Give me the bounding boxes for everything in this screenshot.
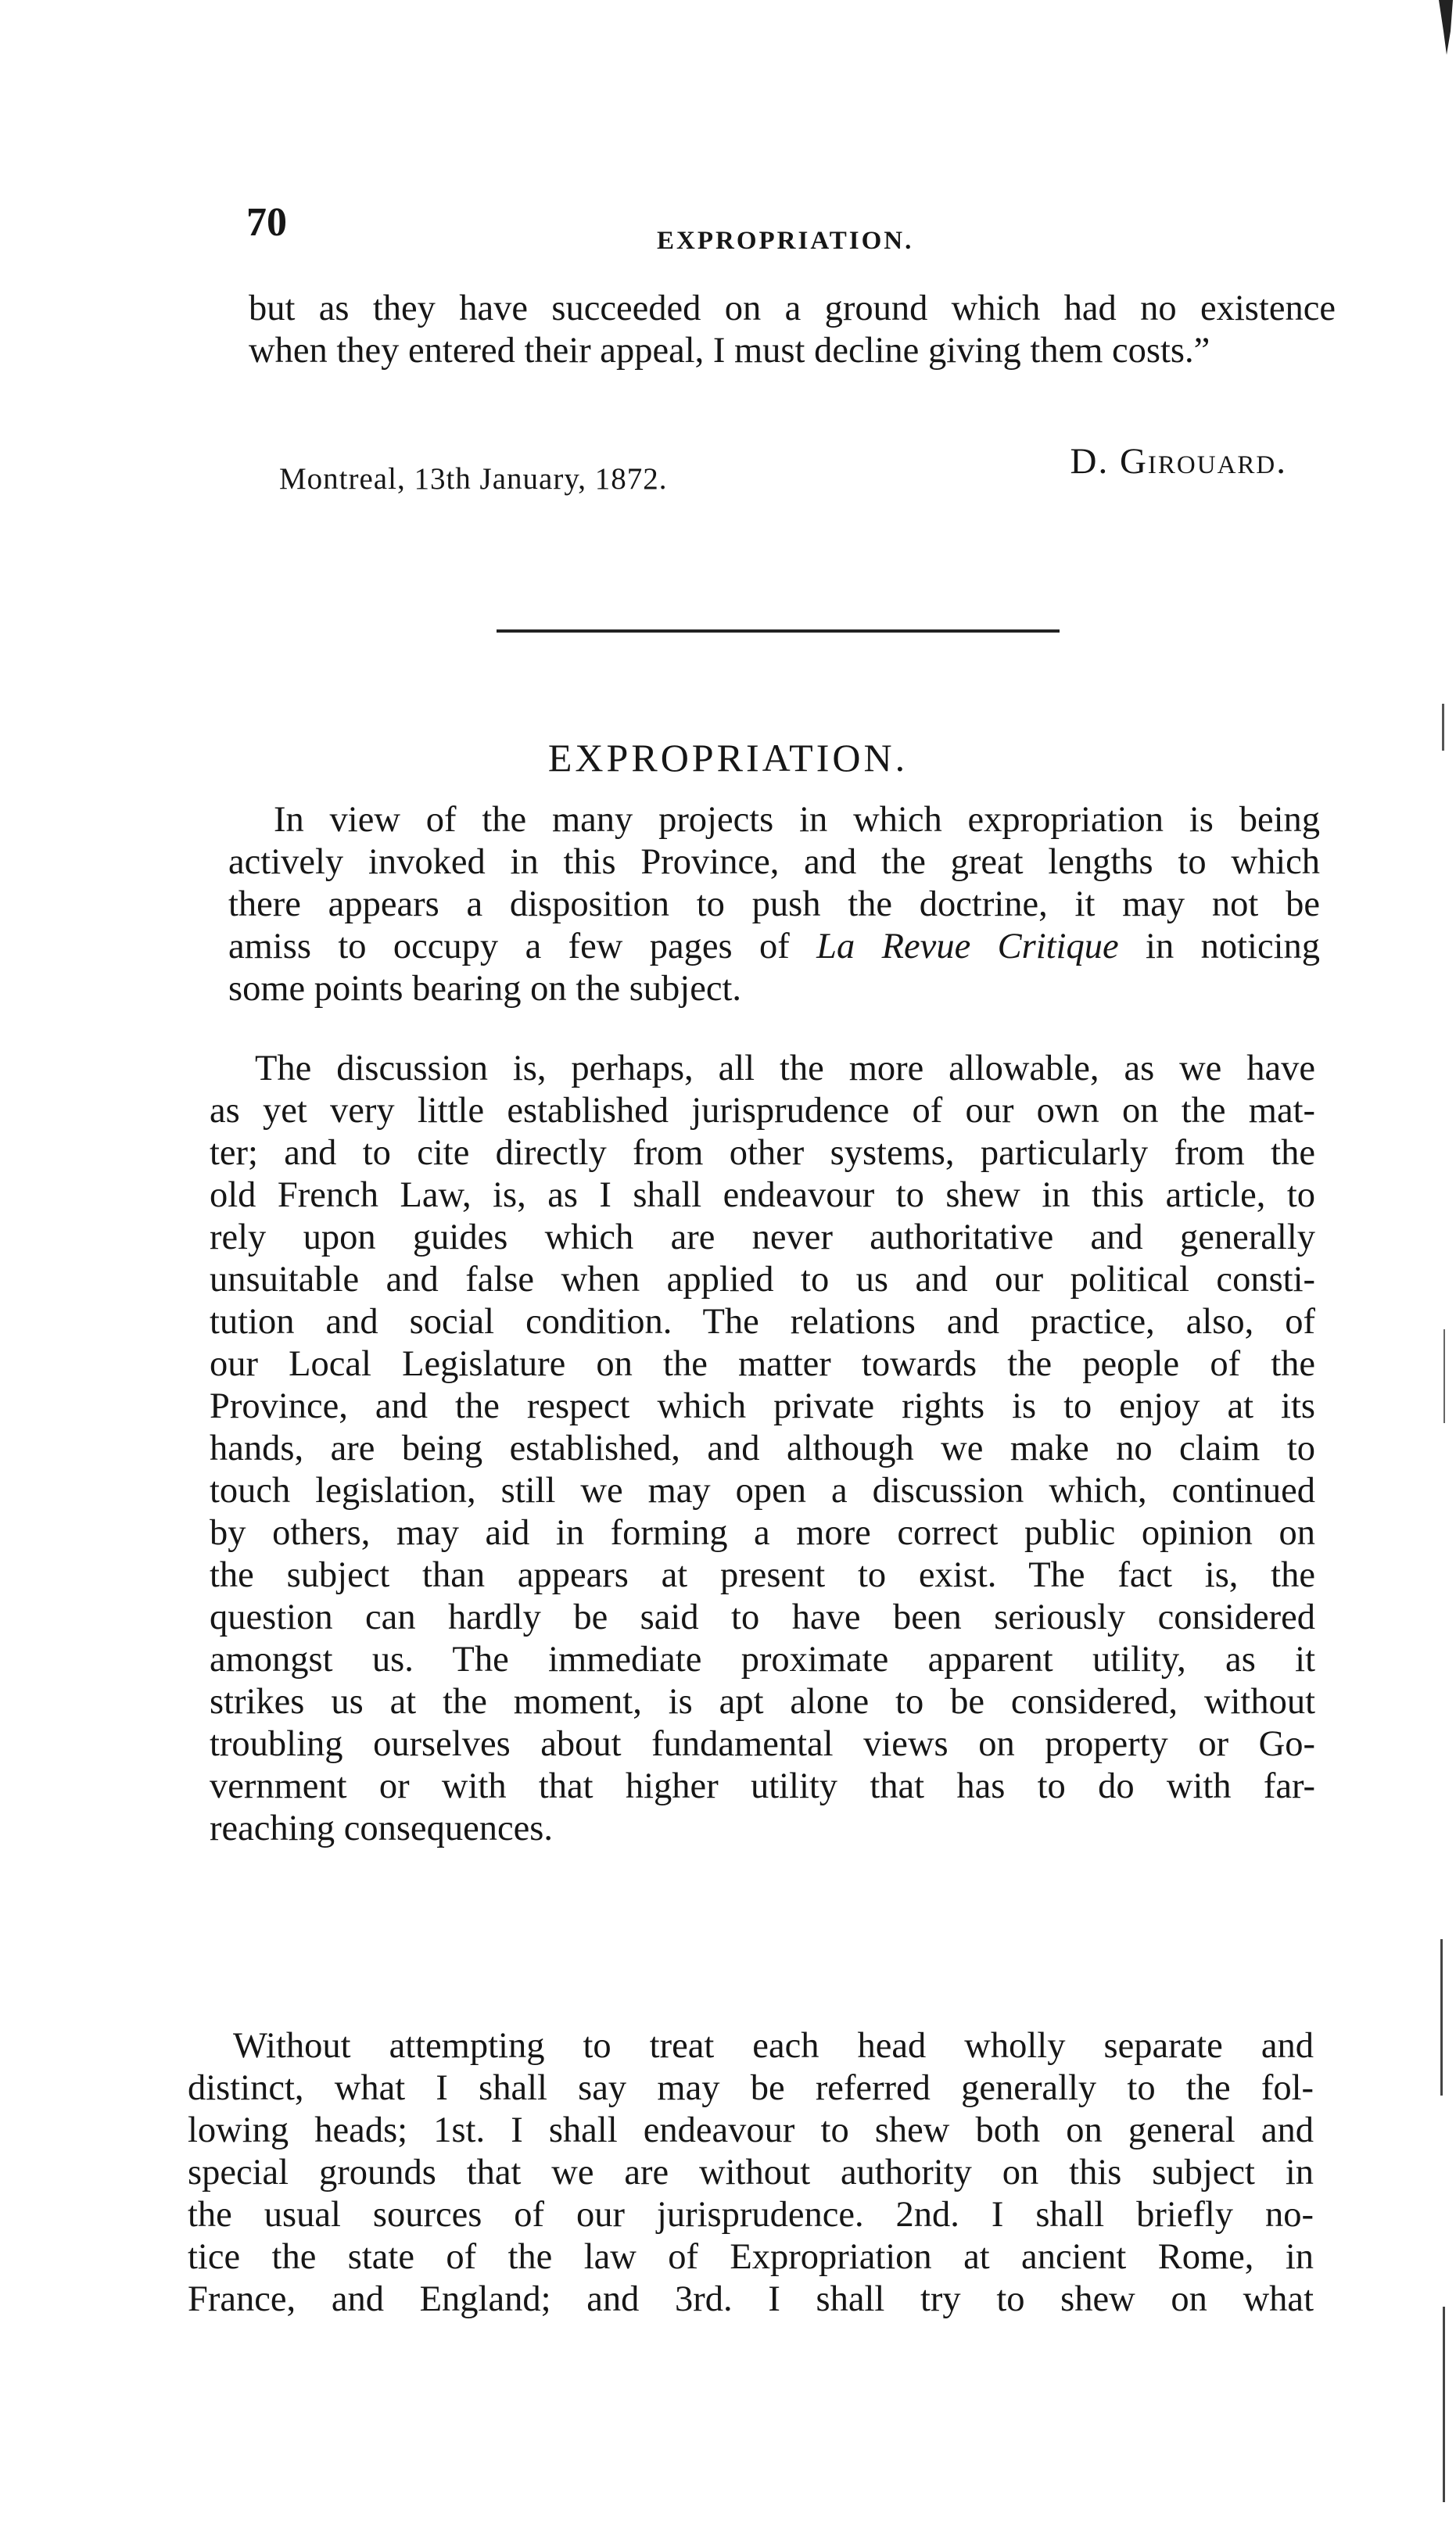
text-line: unsuitable and false when applied to us and our political consti-	[210, 1260, 1315, 1300]
paragraph-3	[188, 2025, 1314, 2321]
text-fragment: amiss to occupy a few pages of	[228, 927, 790, 966]
text-line: our Local Legislature on the matter towards the people of the	[210, 1344, 1315, 1384]
text-fragment: in noticing	[1146, 927, 1320, 966]
signature	[1070, 440, 1287, 482]
text-line: old French Law, is, as I shall endeavour to shew in this article, to	[210, 1175, 1315, 1215]
text-line: amongst us. The immediate proximate apparent utility, as it	[210, 1640, 1315, 1680]
text-line: lowing heads; 1st. I shall endeavour to shew both on general and	[188, 2110, 1314, 2150]
signature-initial: D.	[1070, 441, 1120, 482]
text-line: some points bearing on the subject.	[228, 969, 742, 1009]
text-line: but as they have succeeded on a ground which had no existence	[249, 289, 1336, 328]
text-line: Province, and the respect which private rights is to enjoy at its	[210, 1386, 1315, 1426]
text-line: ter; and to cite directly from other systems, particularly from the	[210, 1133, 1315, 1173]
text-line: tice the state of the law of Expropriation at ancient Rome, in	[188, 2237, 1314, 2277]
text-line: touch legislation, still we may open a discussion which, continued	[210, 1471, 1315, 1511]
paragraph-1	[228, 799, 1320, 1010]
signature-surname: Girouard.	[1119, 441, 1287, 482]
text-line: troubling ourselves about fundamental views on property or Go-	[210, 1724, 1315, 1764]
text-line: Without attempting to treat each head wholly separate and	[233, 2026, 1314, 2066]
text-line: hands, are being established, and although we make no claim to	[210, 1429, 1315, 1468]
text-line: France, and England; and 3rd. I shall try to shew on what	[188, 2279, 1314, 2319]
text-line: by others, may aid in forming a more correct public opinion on	[210, 1513, 1315, 1553]
text-line: rely upon guides which are never authoritative and generally	[210, 1217, 1315, 1257]
paragraph-2	[210, 1048, 1315, 1850]
article-title: EXPROPRIATION.	[547, 736, 909, 780]
text-line: when they entered their appeal, I must decline giving them costs.”	[249, 331, 1210, 371]
text-line: question can hardly be said to have been seriously considered	[210, 1597, 1315, 1637]
text-line: the subject than appears at present to exist. The fact is, the	[210, 1555, 1315, 1595]
running-head: EXPROPRIATION.	[657, 227, 914, 255]
text-line: as yet very little established jurisprudence of our own on the mat-	[210, 1091, 1315, 1131]
text-line: distinct, what I shall say may be referred generally to the fol-	[188, 2068, 1314, 2108]
text-line: actively invoked in this Province, and the great lengths to which	[228, 842, 1320, 882]
text-line: reaching consequences.	[210, 1809, 553, 1848]
text-line: strikes us at the moment, is apt alone to be considered, without	[210, 1682, 1315, 1722]
text-line: tution and social condition. The relations and practice, also, of	[210, 1302, 1315, 1342]
text-line: In view of the many projects in which expropriation is being	[274, 800, 1320, 840]
text-line: The discussion is, perhaps, all the more allowable, as we have	[255, 1049, 1315, 1088]
text-line: special grounds that we are without authority on this subject in	[188, 2153, 1314, 2193]
section-divider	[497, 629, 1060, 633]
page-number: 70	[246, 200, 287, 245]
text-line: vernment or with that higher utility that has to do with far-	[210, 1766, 1315, 1806]
text-line	[228, 926, 1320, 968]
text-line: there appears a disposition to push the doctrine, it may not be	[228, 884, 1320, 924]
journal-title: La Revue Critique	[816, 927, 1119, 966]
dateline: Montreal, 13th January, 1872.	[279, 462, 668, 496]
text-line: the usual sources of our jurisprudence. 2nd. I shall briefly no-	[188, 2195, 1314, 2235]
page-edge-marks	[1425, 0, 1456, 2535]
continuation-text	[249, 288, 1336, 372]
